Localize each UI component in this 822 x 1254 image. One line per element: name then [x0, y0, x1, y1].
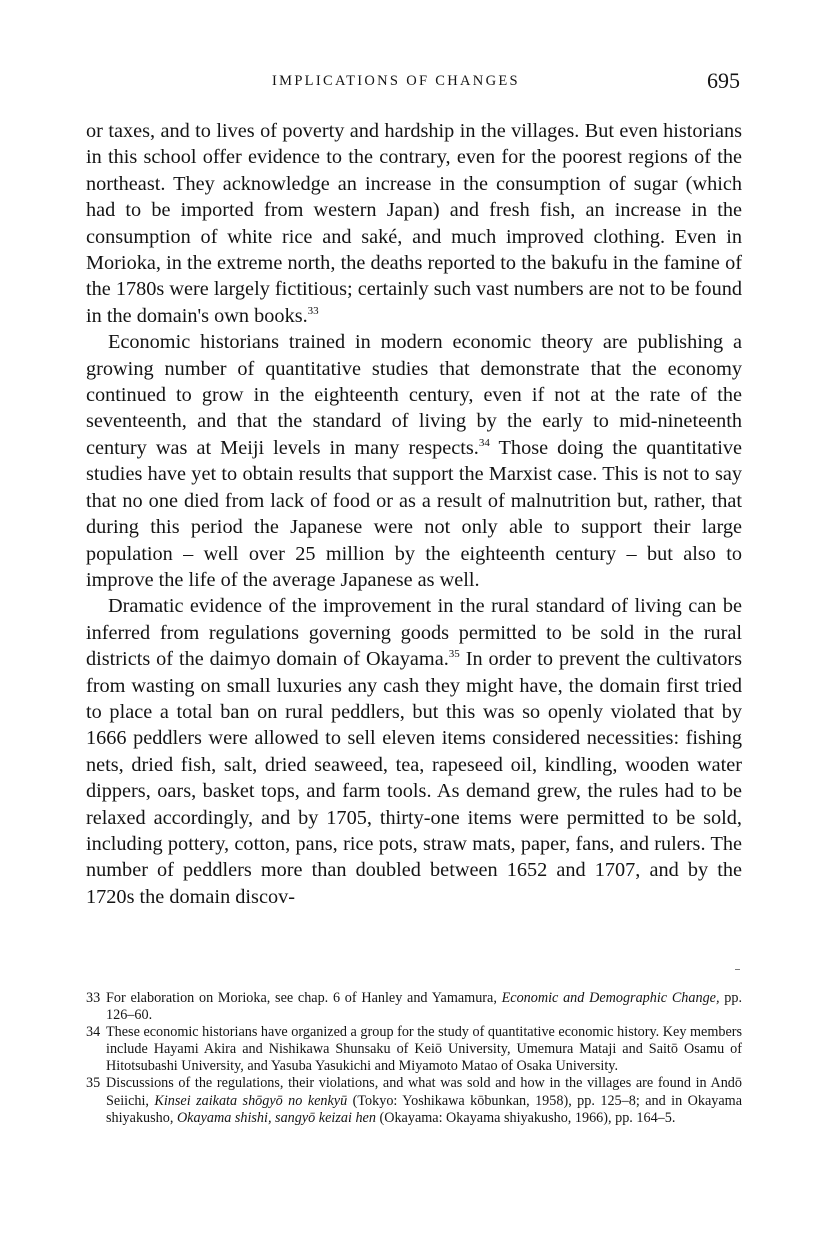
paragraph-2-text-a: Economic historians trained in modern economic theory are publishing a growing number of quantitative studies that demonstrate that the economy continued to grow in the eighteenth century, even if not at the rate of the seventeenth, and that the standard of living by the early to mid-nineteenth century was at Meiji levels in many respects. [86, 331, 742, 459]
footnote-book-title-2: Okayama shishi, sangyō keizai hen [176, 1109, 376, 1126]
running-title: IMPLICATIONS OF CHANGES [272, 73, 520, 89]
footnote-33 [86, 990, 742, 1024]
footnote-text-pre: For elaboration on Morioka, see chap. 6 of Hanley and Yamamura, [106, 990, 502, 1006]
footnote-text: These economic historians have organized a group for the study of quantitative economic history. Key members include Hayami Akira and Nishikawa Shunsaku of Keiō University, Umemura Mataji and Saitō Osamu of Hitotsubashi University, and Yasuba Yasukichi and Miyamoto Matao of Osaka University. [106, 1024, 742, 1075]
footnote-text-pre: Discussions of the regulations, their violations, and what was sold and how in the villages are found in Andō Seiichi, [106, 1075, 742, 1109]
paragraph-3-text-a: Dramatic evidence of the improvement in the rural standard of living can be inferred from regulations governing goods permitted to be sold in the rural districts of the daimyo domain of Okayama. [86, 595, 742, 671]
paragraph-2 [86, 329, 742, 593]
footnote-text-post: pp. 126–60. [106, 990, 742, 1024]
footnote-text-post: (Okayama: Okayama shiyakusho, 1966), pp. 164–5. [375, 1109, 676, 1126]
paragraph-3 [86, 593, 742, 910]
footnote-book-title: Kinsei zaikata shōgyō no kenkyū [154, 1092, 348, 1109]
footnote-number: 34 [86, 1024, 101, 1041]
paragraph-1 [86, 118, 742, 329]
footnote-number: 33 [86, 990, 101, 1006]
footnotes [86, 990, 742, 1127]
footnote-book-title: Economic and Demographic Change, [501, 990, 720, 1006]
footnote-ref-35: 35 [448, 648, 460, 661]
footnote-mark [735, 969, 740, 970]
paragraph-1-text: or taxes, and to lives of poverty and hardship in the villages. But even historians in this school offer evidence to the contrary, even for the poorest regions of the northeast. They acknowledge an increase in the consumption of sugar (which had to be imported from western Japan) and fresh fish, an increase in the consumption of white rice and saké, and much improved clothing. Even in Morioka, in the extreme north, the deaths reported to the bakufu in the famine of the 1780s were largely fictitious; certainly such vast numbers are not to be found in the domain's own books. [86, 120, 742, 327]
footnote-number: 35 [86, 1075, 101, 1092]
body-text [86, 118, 742, 910]
footnote-ref-33: 33 [307, 304, 319, 317]
paragraph-3-text-b: In order to prevent the cultivators from wasting on small luxuries any cash they might have, the domain first tried to place a total ban on rural peddlers, but this was so openly violated that by 1666 peddlers were allowed to sell eleven items considered necessities: fishing nets, dried fish, salt, dried seaweed, tea, rapeseed oil, kindling, wooden water dippers, oars, basket tops, and farm tools. As demand grew, the rules had to be relaxed accordingly, and by 1705, thirty-one items were permitted to be sold, including pottery, cotton, pans, rice pots, straw mats, paper, fans, and rulers. The number of peddlers more than doubled between 1652 and 1707, and by the 1720s the domain discov- [86, 648, 742, 908]
footnote-35 [86, 1075, 742, 1126]
page-number: 695 [707, 68, 740, 93]
footnote-34 [86, 1024, 742, 1075]
paragraph-2-text-b: Those doing the quantitative studies have yet to obtain results that support the Marxist case. This is not to say that no one died from lack of food or as a result of malnutrition but, rather, that during this period the Japanese were not only able to support their large population – well over 25 million by the eighteenth century – but also to improve the life of the average Japanese as well. [86, 436, 742, 591]
running-header [86, 70, 742, 100]
footnote-text-mid: (Tokyo: Yoshikawa kōbunkan, 1958), pp. 125–8; and in Okayama shiyakusho, [106, 1092, 743, 1126]
footnote-text [106, 990, 742, 1024]
footnote-ref-34: 34 [478, 436, 490, 449]
footnote-text [106, 1075, 742, 1126]
